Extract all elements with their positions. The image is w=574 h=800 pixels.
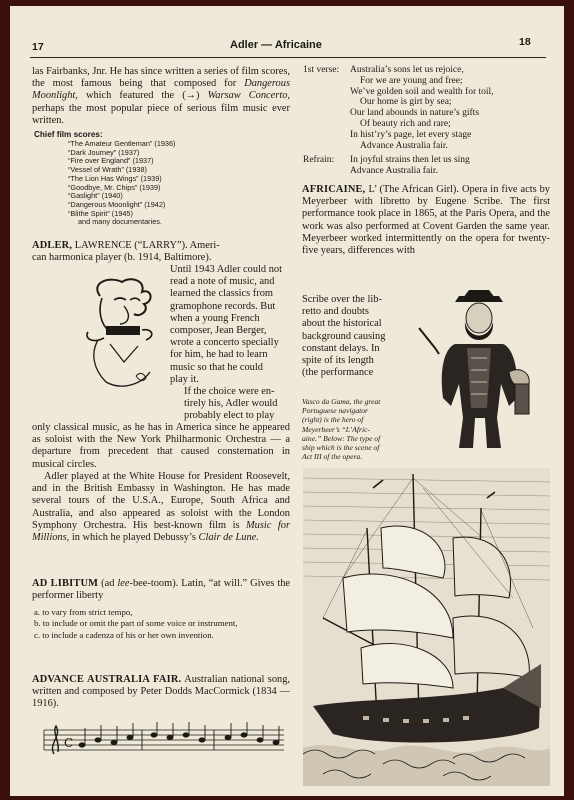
adler-wrapped-text — [170, 264, 290, 423]
text-line: If the choice were en- — [184, 386, 275, 398]
refrain-line: In joyful strains then let us sing — [350, 155, 470, 165]
film-score-item: “Gaslight” (1940) — [68, 191, 123, 201]
ad-libitum-list — [34, 607, 290, 641]
intro-text: las Fairbanks, Jnr. He has since written a series of film scores, the most famous being that composed for — [32, 66, 290, 90]
africaine-wrapped-text — [302, 294, 420, 379]
intro-text-2: which featured the (→) — [77, 90, 208, 102]
verse-line: Our land abounds in nature’s gifts — [350, 108, 480, 119]
verse-line: Our home is girt by sea; — [360, 97, 452, 108]
adler-line-1: Ameri- — [187, 240, 220, 251]
adler-entry-heading-line — [32, 240, 290, 252]
text-run: -bee-toom). Latin, “at will.” Gives the performer liberty — [32, 578, 291, 602]
intro-text-3: perhaps the most popular piece of serious film music ever written. — [32, 102, 290, 126]
intro-warsaw-title: Warsaw Concerto, — [207, 90, 291, 102]
text-line: music so that he could — [170, 361, 263, 373]
film-scores-list — [68, 140, 175, 227]
text-run: (ad — [98, 578, 118, 589]
galleon-ship-engraving-image — [303, 468, 550, 786]
book-page — [10, 6, 564, 796]
text-line: composer, Jean Berger, — [170, 325, 267, 337]
list-item: b. to include or omit the part of some voice or instrument, — [34, 617, 238, 628]
text-run: Adler played at the White House for President Roosevelt, and in the British Embassy in Washington. He has made several tours of the U.S.A., Europe, South Africa and Australia, and also appeared as soloist with the London Symphony Orchestra. His best-known film is — [32, 471, 290, 531]
africaine-headword: AFRICAINE, — [302, 184, 366, 195]
caption-line: ship which is the scene of — [302, 443, 380, 453]
text-run: L’ (The African Girl). Opera in five acts by Meyerbeer with libretto by Eugene Scribe. The first performance took place in 1865, at the Paris Opera, and the work was also performed at Covent Garden the same year. Meyerbeer worked intermittently on the opera for twenty-five years, differences with — [302, 184, 550, 257]
film-score-item: “Blithe Spirit” (1945) — [68, 208, 133, 218]
film-score-item: “Fire over England” (1937) — [68, 156, 154, 166]
adler-headword: ADLER, — [32, 240, 73, 251]
ad-libitum-entry — [32, 578, 290, 602]
caption-line: Meyerbeer’s “L’Afric- — [302, 424, 370, 434]
text-run: Australian national song, written and composed by Peter Dodds MacCormick (1834 — 1916). — [32, 674, 291, 710]
verse-line: Australia’s sons let us rejoice, — [350, 65, 464, 75]
text-line: play it. — [170, 373, 199, 385]
verse-line: Advance Australia fair. — [360, 140, 448, 151]
text-run: in which he played Debussy’s — [69, 532, 199, 544]
text-line: Scribe over the lib- — [302, 294, 382, 305]
intro-paragraph — [32, 66, 290, 127]
text-line: learned the classics from — [170, 288, 273, 300]
page-header-title: Adler — Africaine — [230, 39, 322, 51]
intro-film-title: Dangerous Moonlight, — [32, 78, 290, 102]
adler-paragraph-continued: only classical music, as he has in America since he appeared as soloist with the New York Philharmonic Orchestra — a departure from precedent that caused consternation in musical circles. — [32, 422, 290, 470]
adler-paragraph-2 — [32, 471, 290, 544]
header-rule — [30, 57, 546, 58]
verse-line: Of beauty rich and rare; — [360, 118, 451, 129]
film-score-item: “Dangerous Moonlight” (1942) — [68, 199, 166, 209]
text-line: for him, he had to learn — [170, 349, 268, 361]
list-item: c. to include a cadenza of his or her own invention. — [34, 630, 214, 640]
list-item: a. to vary from strict tempo, — [34, 607, 133, 617]
film-score-item: “The Lion Has Wings” (1939) — [68, 173, 162, 183]
film-score-item: “Dark Journey” (1937) — [68, 147, 140, 157]
verse-line: We’ve golden soil and wealth for toil, — [350, 86, 494, 97]
caption-line: (right) is the hero of — [302, 415, 364, 425]
text-line: gramophone records. But — [170, 300, 276, 312]
refrain-label: Refrain: — [303, 155, 335, 165]
refrain-lines — [350, 155, 550, 177]
page-number-right: 18 — [519, 36, 531, 48]
text-line: probably elect to play — [184, 410, 275, 422]
africaine-entry — [302, 184, 550, 257]
text-line: spite of its length — [302, 355, 374, 367]
advance-australia-entry — [32, 674, 290, 711]
verse-lines — [350, 65, 550, 151]
text-line: wrote a concerto specially — [170, 337, 279, 349]
film-score-item: “The Amateur Gentleman” (1936) — [68, 139, 176, 148]
refrain-line: Advance Australia fair. — [350, 165, 438, 176]
adler-name: LAWRENCE (“LARRY”). — [72, 240, 188, 251]
film-score-item: “Vessel of Wrath” (1938) — [68, 165, 147, 175]
caption-line: Portuguese navigator — [302, 406, 369, 416]
verse-line: For we are young and free; — [360, 75, 463, 86]
text-line: (the performance — [302, 367, 374, 379]
caption-line: aine.” Below: The type of — [302, 433, 381, 443]
text-line: Until 1943 Adler could not — [170, 264, 282, 275]
vasco-da-gama-portrait-image — [415, 288, 545, 458]
caption-line: Act III of the opera. — [302, 452, 363, 462]
verse-line: In hist’ry’s page, let every stage — [350, 129, 472, 140]
text-line: tirely his, Adler would — [184, 398, 278, 410]
adler-caricature-image — [80, 274, 166, 392]
text-line: read a note of music, and — [170, 276, 275, 288]
film-score-item: “Goodbye, Mr. Chips” (1939) — [68, 182, 161, 192]
music-staff-image — [34, 722, 292, 756]
film-scores-title: Chief film scores: — [34, 130, 103, 139]
text-line: about the historical — [302, 318, 382, 330]
caption-line: Vasco da Gama, the great — [302, 397, 381, 406]
advance-australia-headword: ADVANCE AUSTRALIA FAIR. — [32, 674, 182, 685]
adler-line-2: can harmonica player (b. 1914, Baltimore). — [32, 252, 212, 263]
text-run: lee — [117, 578, 130, 589]
verse-label: 1st verse: — [303, 65, 340, 75]
ad-libitum-headword: AD LIBITUM — [32, 578, 99, 589]
text-line: background causing — [302, 330, 386, 342]
adler-film-title: Music for Millions, — [32, 519, 291, 544]
svg-text:C: C — [64, 736, 74, 750]
text-line: retto and doubts — [302, 306, 369, 318]
clair-de-lune-title: Clair de Lune. — [198, 532, 259, 544]
portrait-caption — [302, 397, 418, 461]
text-line: constant delays. In — [302, 342, 380, 354]
film-score-item: and many documentaries. — [78, 217, 162, 227]
page-number-left: 17 — [32, 41, 44, 53]
text-line: when a young French — [170, 312, 260, 324]
